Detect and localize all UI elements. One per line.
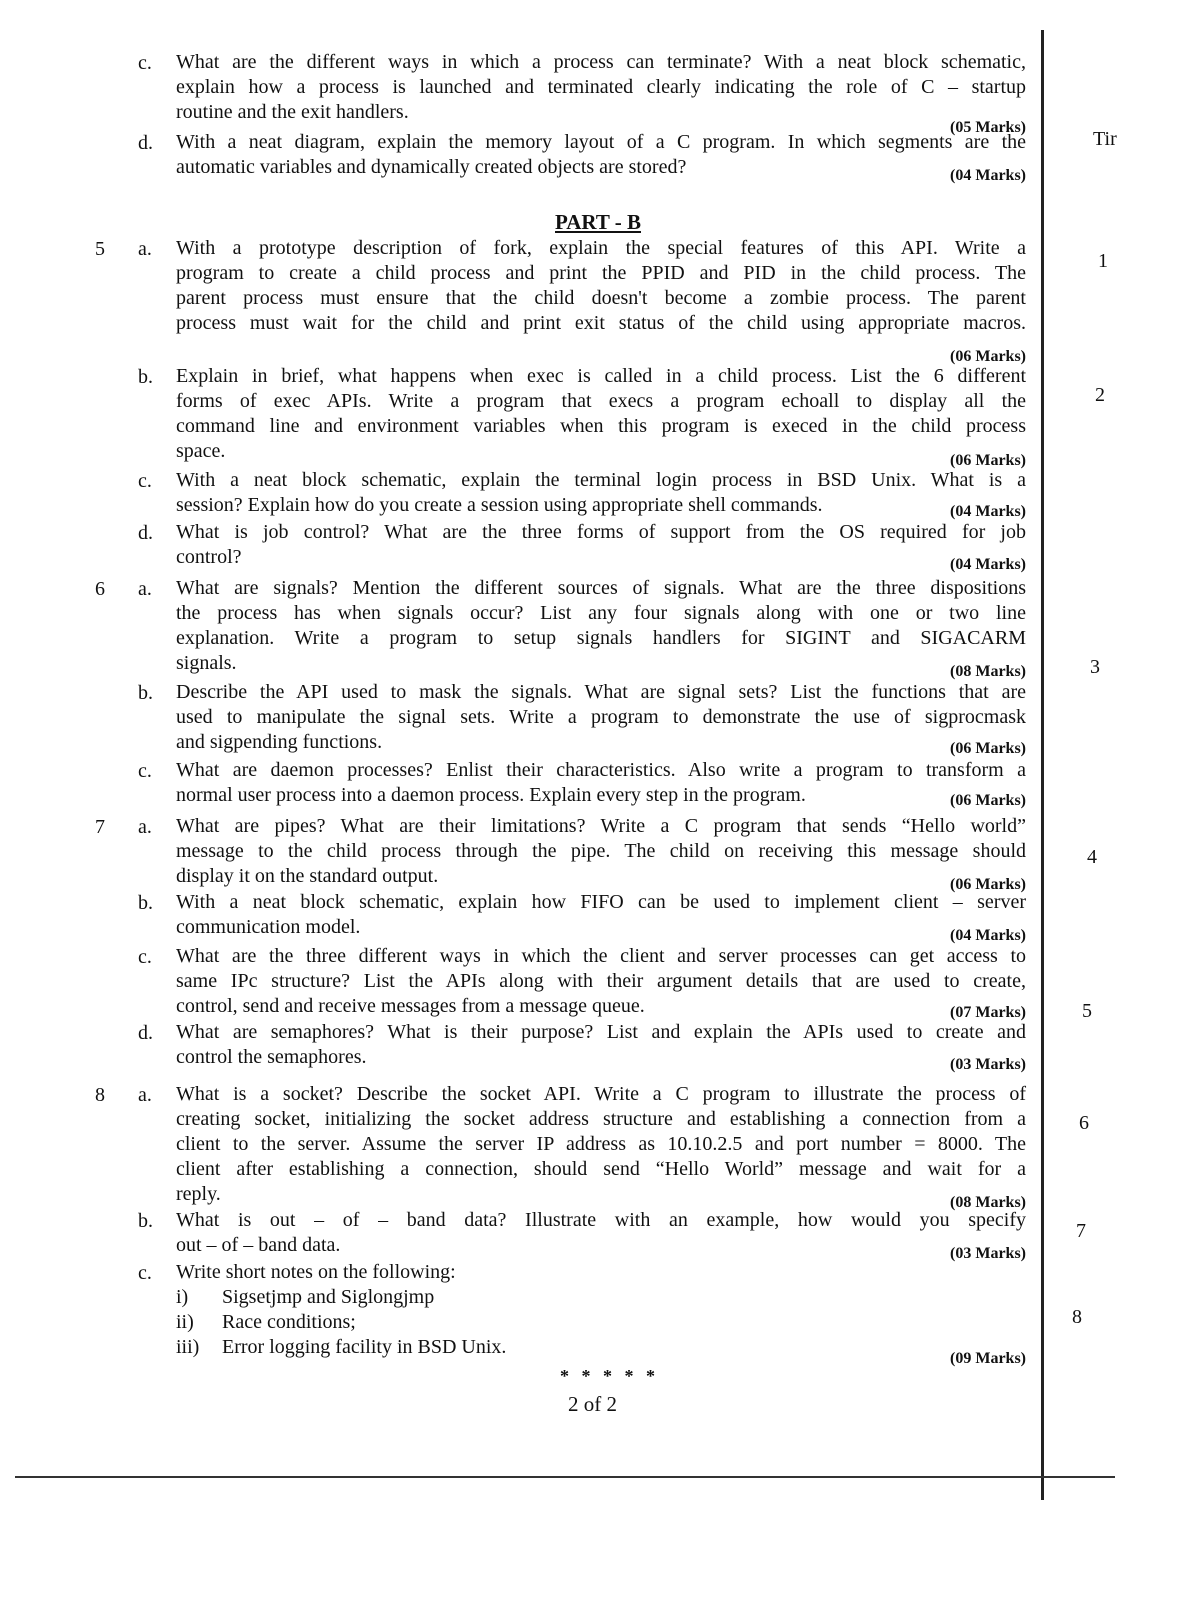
question-letter: a. xyxy=(138,578,152,600)
text-line: With a prototype description of fork, explain the special features of this API. Write a xyxy=(176,237,1026,259)
marks-label: (06 Marks) xyxy=(950,876,1026,893)
text-line: client after establishing a connection, should send “Hello World” message and wait for a xyxy=(176,1158,1026,1180)
question-text xyxy=(176,468,1026,518)
question-text xyxy=(176,1260,1026,1367)
text-line: process must wait for the child and print exit status of the child using appropriate macros. xyxy=(176,312,1026,334)
part-b-heading: PART - B xyxy=(555,210,641,234)
question-letter: b. xyxy=(138,366,153,388)
margin-number: 7 xyxy=(1076,1220,1086,1242)
bottom-rule xyxy=(15,1476,1115,1478)
question-text xyxy=(176,890,1026,944)
question-number: 6 xyxy=(95,578,105,600)
marks-label: (04 Marks) xyxy=(950,167,1026,184)
margin-rule xyxy=(1041,30,1044,1500)
text-line: routine and the exit handlers. xyxy=(176,101,409,123)
item-text: Error logging facility in BSD Unix. xyxy=(222,1336,507,1358)
question-letter: a. xyxy=(138,1084,152,1106)
question-text xyxy=(176,814,1026,893)
text-line: explanation. Write a program to setup signals handlers for SIGINT and SIGACARM xyxy=(176,627,1026,649)
marks-label: (06 Marks) xyxy=(950,740,1026,757)
marks-label: (05 Marks) xyxy=(950,119,1026,136)
question-letter: c. xyxy=(138,470,152,492)
question-letter: c. xyxy=(138,1262,152,1284)
text-line: normal user process into a daemon process. Explain every step in the program. xyxy=(176,784,806,806)
margin-number: 4 xyxy=(1087,846,1097,868)
question-text xyxy=(176,50,1026,136)
text-line: With a neat diagram, explain the memory layout of a C program. In which segments are the xyxy=(176,131,1026,153)
text-line: What is job control? What are the three forms of support from the OS required for job xyxy=(176,521,1026,543)
question-letter: c. xyxy=(138,52,152,74)
text-line: command line and environment variables when this program is execed in the child process xyxy=(176,415,1026,437)
question-number: 8 xyxy=(95,1084,105,1106)
list-item xyxy=(176,1285,1026,1310)
end-stars: * * * * * xyxy=(560,1366,659,1386)
item-text: Sigsetjmp and Siglongjmp xyxy=(222,1286,435,1308)
margin-number: 5 xyxy=(1082,1000,1092,1022)
text-line: What are the three different ways in which the client and server processes can get access to xyxy=(176,945,1026,967)
text-line: What are signals? Mention the different sources of signals. What are the three dispositions xyxy=(176,577,1026,599)
text-line: forms of exec APIs. Write a program that execs a program echoall to display all the xyxy=(176,390,1026,412)
text-line: reply. xyxy=(176,1183,221,1205)
question-text xyxy=(176,520,1026,573)
text-line: and sigpending functions. xyxy=(176,731,383,753)
page-number: 2 of 2 xyxy=(568,1392,617,1416)
marks-label: (08 Marks) xyxy=(950,663,1026,680)
item-marker: i) xyxy=(176,1286,189,1308)
question-letter: a. xyxy=(138,238,152,260)
text-line: What are the different ways in which a process can terminate? With a neat block schematic, xyxy=(176,51,1026,73)
question-letter: b. xyxy=(138,1210,153,1232)
text-line: control, send and receive messages from a message queue. xyxy=(176,995,645,1017)
text-line: What are semaphores? What is their purpose? List and explain the APIs used to create and xyxy=(176,1021,1026,1043)
question-number: 5 xyxy=(95,238,105,260)
list-item xyxy=(176,1335,1026,1360)
text-line: explain how a process is launched and terminated clearly indicating the role of C – startup xyxy=(176,76,1026,98)
marks-label: (03 Marks) xyxy=(950,1245,1026,1262)
question-letter: c. xyxy=(138,946,152,968)
text-line: display it on the standard output. xyxy=(176,865,439,887)
margin-number: 2 xyxy=(1095,384,1105,406)
text-line: parent process must ensure that the child doesn't become a zombie process. The parent xyxy=(176,287,1026,309)
text-line: session? Explain how do you create a session using appropriate shell commands. xyxy=(176,494,823,516)
margin-number: 1 xyxy=(1098,250,1108,272)
question-letter: b. xyxy=(138,892,153,914)
question-letter: a. xyxy=(138,816,152,838)
question-letter: c. xyxy=(138,760,152,782)
question-intro: Write short notes on the following: xyxy=(176,1261,456,1283)
question-text xyxy=(176,236,1026,365)
text-line: What is out – of – band data? Illustrate with an example, how would you specify xyxy=(176,1209,1026,1231)
margin-number: 8 xyxy=(1072,1306,1082,1328)
question-text xyxy=(176,130,1026,184)
marks-label: (03 Marks) xyxy=(950,1056,1026,1073)
text-line: same IPc structure? List the APIs along with their argument details that are used to create, xyxy=(176,970,1026,992)
question-letter: d. xyxy=(138,522,153,544)
marks-label: (06 Marks) xyxy=(950,792,1026,809)
question-text xyxy=(176,364,1026,469)
margin-number: 3 xyxy=(1090,656,1100,678)
text-line: automatic variables and dynamically created objects are stored? xyxy=(176,156,687,178)
text-line: control the semaphores. xyxy=(176,1046,367,1068)
text-line: out – of – band data. xyxy=(176,1234,341,1256)
item-text: Race conditions; xyxy=(222,1311,356,1333)
text-line: control? xyxy=(176,546,242,568)
question-text xyxy=(176,576,1026,680)
text-line: communication model. xyxy=(176,916,361,938)
question-text xyxy=(176,1208,1026,1262)
question-text xyxy=(176,1082,1026,1211)
text-line: Describe the API used to mask the signals. What are signal sets? List the functions that are xyxy=(176,681,1026,703)
question-text xyxy=(176,1020,1026,1073)
question-text xyxy=(176,944,1026,1019)
marks-label: (04 Marks) xyxy=(950,503,1026,520)
marks-label: (06 Marks) xyxy=(950,452,1026,469)
question-letter: d. xyxy=(138,1022,153,1044)
text-line: What are pipes? What are their limitations? Write a C program that sends “Hello world” xyxy=(176,815,1026,837)
text-line: the process has when signals occur? List any four signals along with one or two line xyxy=(176,602,1026,624)
list-item xyxy=(176,1310,1026,1335)
question-number: 7 xyxy=(95,816,105,838)
text-line: space. xyxy=(176,440,226,462)
text-line: With a neat block schematic, explain how FIFO can be used to implement client – server xyxy=(176,891,1026,913)
margin-number: 6 xyxy=(1079,1112,1089,1134)
item-marker: iii) xyxy=(176,1336,200,1358)
question-letter: b. xyxy=(138,682,153,704)
text-line: creating socket, initializing the socket address structure and establishing a connection from a xyxy=(176,1108,1026,1130)
marks-label: (04 Marks) xyxy=(950,556,1026,573)
question-text xyxy=(176,758,1026,808)
item-marker: ii) xyxy=(176,1311,194,1333)
marks-label: (07 Marks) xyxy=(950,1004,1026,1021)
text-line: message to the child process through the pipe. The child on receiving this message should xyxy=(176,840,1026,862)
text-line: What is a socket? Describe the socket API. Write a C program to illustrate the process of xyxy=(176,1083,1026,1105)
text-line: What are daemon processes? Enlist their characteristics. Also write a program to transform a xyxy=(176,759,1026,781)
marks-label: (09 Marks) xyxy=(950,1350,1026,1367)
marks-label: (08 Marks) xyxy=(950,1194,1026,1211)
text-line: signals. xyxy=(176,652,237,674)
text-line: With a neat block schematic, explain the terminal login process in BSD Unix. What is a xyxy=(176,469,1026,491)
text-line: used to manipulate the signal sets. Write a program to demonstrate the use of sigprocmask xyxy=(176,706,1026,728)
margin-text: Tir xyxy=(1093,128,1117,150)
marks-label: (06 Marks) xyxy=(950,348,1026,365)
text-line: Explain in brief, what happens when exec is called in a child process. List the 6 different xyxy=(176,365,1026,387)
text-line: program to create a child process and print the PPID and PID in the child process. The xyxy=(176,262,1026,284)
question-letter: d. xyxy=(138,132,153,154)
marks-label: (04 Marks) xyxy=(950,927,1026,944)
text-line: client to the server. Assume the server IP address as 10.10.2.5 and port number = 8000. The xyxy=(176,1133,1026,1155)
question-text xyxy=(176,680,1026,755)
